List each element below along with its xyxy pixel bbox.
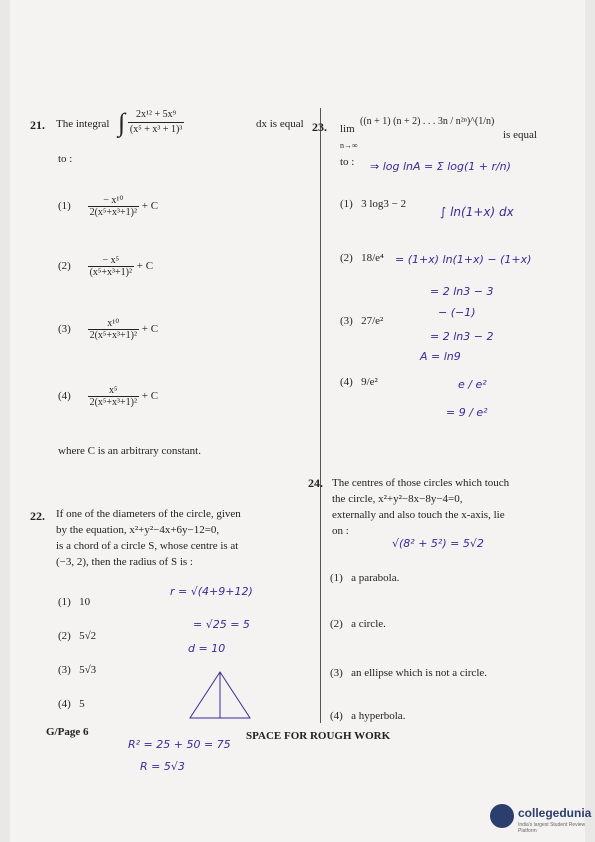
q23-option-1[interactable]: (1) 3 log3 − 2 [340,198,407,210]
q23-expression: ((n + 1) (n + 2) . . . 3n / n²ⁿ)^(1/n) [360,116,495,127]
q24-number: 24. [308,476,323,490]
q22-number: 22. [30,509,45,523]
q21-option-4[interactable]: (4) $\frac{\text{x⁵}}{\text{2(x⁵+x³+1)²}}$ + C [58,385,159,408]
handwriting-note: = √25 = 5 [193,618,250,631]
q24-line-2: the circle, x²+y²−8x−8y−4=0, [332,493,463,505]
q22-line-4: (−3, 2), then the radius of S is : [56,556,193,568]
q21-integrand: $\frac{\text{2x¹² + 5x⁹}}{\text{(x⁵ + x³ + 1)³}}$ [129,108,183,136]
handwriting-note: A = ln9 [420,350,461,363]
q23-option-2[interactable]: (2) 18/e⁴ [340,252,384,264]
q23-option-3[interactable]: (3) 27/e² [340,315,384,327]
q21-to: to : [58,153,73,165]
q21-option-2[interactable]: (2) $\frac{\text{− x⁵}}{\text{(x⁵+x³+1)²}}$ + C [58,255,154,278]
handwriting-note: d = 10 [188,642,226,655]
q21-option-3[interactable]: (3) $\frac{\text{x¹⁰}}{\text{2(x⁵+x³+1)²}}$ + C [58,318,159,341]
q24-line-3: externally and also touch the x-axis, lie [332,509,505,521]
q24-option-4[interactable]: (4) a hyperbola. [330,710,406,722]
handwriting-note: R² = 25 + 50 = 75 [128,738,231,751]
q23-option-4[interactable]: (4) 9/e² [340,376,378,388]
q22-line-2: by the equation, x²+y²−4x+6y−12=0, [56,524,220,536]
q23-number: 23. [312,120,327,134]
q24-line-4: on : [332,525,349,537]
q24-option-2[interactable]: (2) a circle. [330,618,386,630]
collegedunia-logo [490,802,590,836]
handwriting-note: ∫ ln(1+x) dx [440,205,514,219]
handwriting-note: = (1+x) ln(1+x) − (1+x) [395,253,532,266]
q24-option-1[interactable]: (1) a parabola. [330,572,400,584]
q22-option-1[interactable]: (1) 10 [58,596,91,608]
q23-lim: lim n→∞ [340,123,358,150]
column-divider [320,108,321,723]
q22-line-1: If one of the diameters of the circle, given [56,508,241,520]
triangle-sketch [180,668,260,723]
page-number: G/Page 6 [46,726,89,738]
q24-option-3[interactable]: (3) an ellipse which is not a circle. [330,667,488,679]
q22-option-3[interactable]: (3) 5√3 [58,664,97,676]
q22-option-2[interactable]: (2) 5√2 [58,630,97,642]
q21-integral: ∫ $\frac{\text{2x¹² + 5x⁹}}{\text{(x⁵ + x³ + 1)³}}$ [118,108,183,137]
handwriting-note: R = 5√3 [140,760,185,773]
handwriting-note: = 2 ln3 − 3 [430,285,494,298]
q23-to: to : [340,156,355,168]
exam-page [10,0,585,842]
q23-suffix: is equal [503,129,537,141]
q22-option-4[interactable]: (4) 5 [58,698,85,710]
q22-line-3: is a chord of a circle S, whose centre is at [56,540,239,552]
q21-note: where C is an arbitrary constant. [58,445,201,457]
logo-tagline: India's largest Student Review Platform [518,822,586,834]
handwriting-note: = 2 ln3 − 2 [430,330,494,343]
q21-suffix: dx is equal [256,118,304,130]
logo-name: collegedunia [518,806,592,820]
handwriting-note: = 9 / e² [446,406,488,419]
handwriting-note: − (−1) [438,306,476,319]
q24-line-1: The centres of those circles which touch [332,477,510,489]
handwriting-note: ⇒ log lnA = Σ log(1 + r/n) [370,160,511,173]
handwriting-note: √(8² + 5²) = 5√2 [392,537,484,550]
rough-work-label: SPACE FOR ROUGH WORK [246,730,391,742]
handwriting-note: e / e² [458,378,487,391]
q21-text: The integral [56,118,110,130]
q21-number: 21. [30,118,45,132]
handwriting-note: r = √(4+9+12) [170,585,253,598]
q21-option-1[interactable]: (1) $\frac{\text{− x¹⁰}}{\text{2(x⁵+x³+1)²}}$ + C [58,195,159,218]
logo-mascot-icon [490,804,514,828]
